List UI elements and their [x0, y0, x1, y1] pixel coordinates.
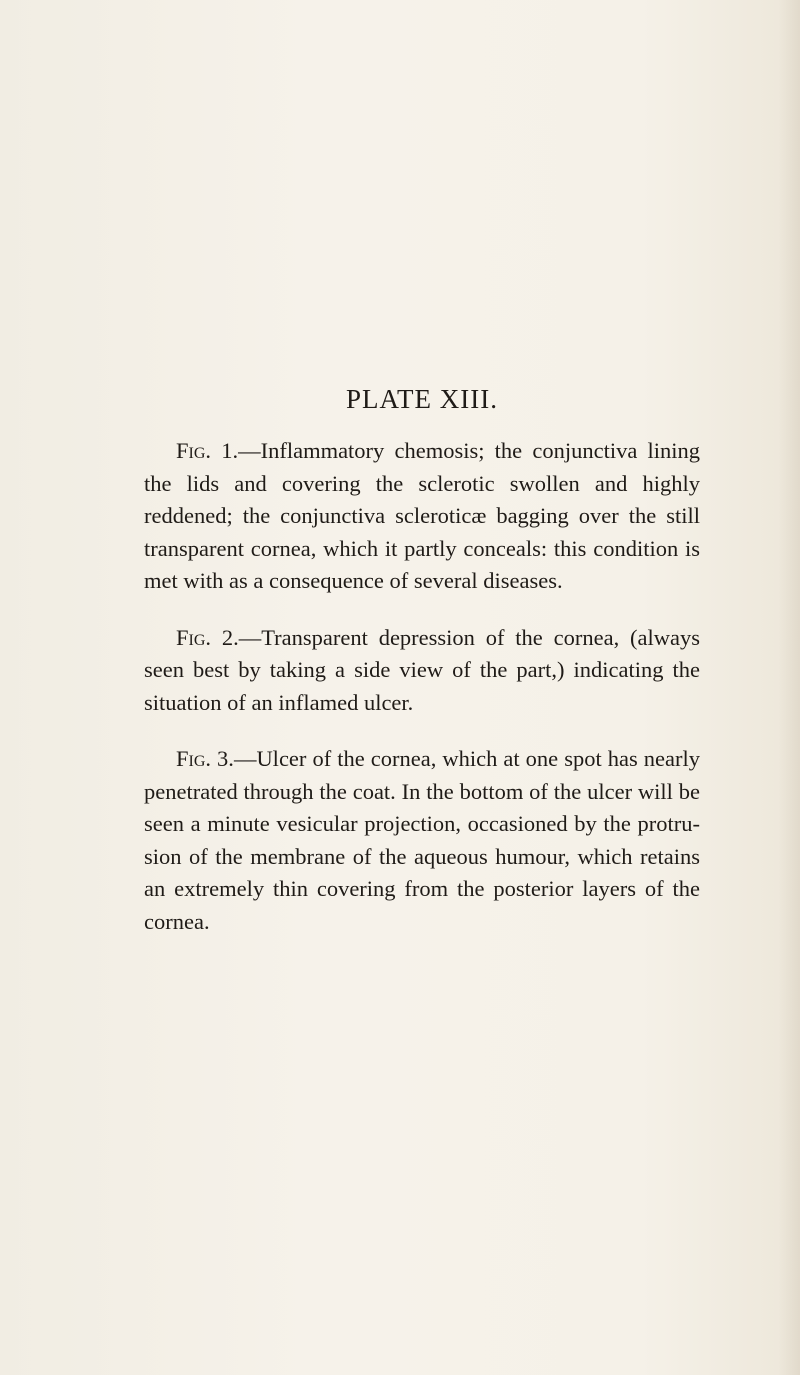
figure-2-label: Fig. 2.	[176, 624, 239, 650]
plate-title: PLATE XIII.	[346, 384, 498, 414]
figure-2-text: —Transparent depression of the cornea, (always seen best by taking a side view of the part,) indicating the situation of an inflamed ulcer.	[144, 624, 700, 715]
page-edge-shadow	[778, 0, 800, 1375]
figure-3-label: Fig. 3.	[176, 746, 234, 771]
figure-1-description	[144, 435, 700, 598]
figure-1-text: —Inflammatory chemosis; the conjunctiva lining the lids and covering the sclerotic swollen and highly reddened; the conjunctiva scleroticæ bagging over the still transparent cornea, which it partly conceals: this condition is met with as a consequence of several diseases.	[144, 438, 700, 593]
figure-1-label: Fig. 1.	[176, 438, 239, 463]
figure-3-description	[144, 743, 700, 938]
figure-2-description	[144, 622, 700, 720]
text-block	[144, 384, 700, 962]
figure-3-text: —Ulcer of the cornea, which at one spot has nearly penetrated through the coat. In the bottom of the ulcer will be seen a minute vesicular projection, occasioned by the protru- sion of the membrane of the aqueous humour, which retains an extremely thin covering from the posterior layers of the cornea.	[144, 746, 700, 934]
